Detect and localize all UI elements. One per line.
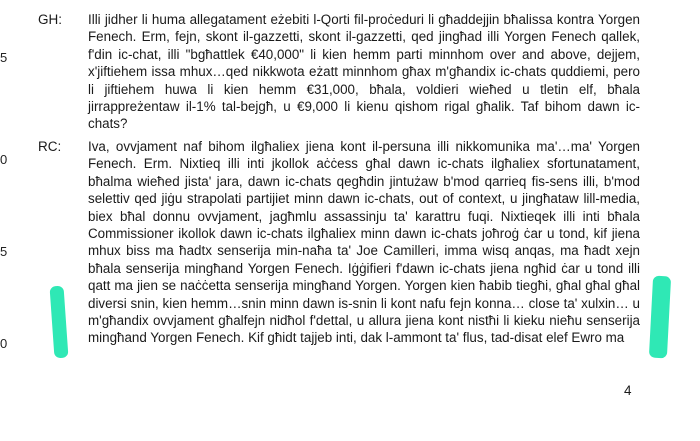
speaker-text-rc: Iva, ovvjament naf bihom ilgħaliex jiena kont il-persuna illi nikkomunika ma'…ma' Yorgen Fenech. Erm. Nixtieq illi inti jkollok aċċess għal dawn ic-chats ilgħaliex sfortunatament, bħalma wieħed jista' jara, dawn ic-chats qegħdin jintużaw b'mod qarrieq fis-sens illi, b'mod selettiv qed jiġu strapolati partijiet minn dawn ic-chats, out of context, u jingħataw lill-media, biex bħal donnu ovvjament, jagħmlu assassinju ta' karattru fuqi. Nixtieqek illi inti bħala Commissioner ikollok dawn ic-chats ilgħaliex minn dawn ic-chats joħroġ ċar u tond, kif jiena mhux biss ma ħadtx senserija min-naħa ta' Joe Camilleri, imma wisq anqas, ma ħadt xejn bħala senserija mingħand Yorgen Fenech. Iġġifieri f'dawn ic-chats jiena ngħid ċar u tond illi qatt ma jien se naċċetta senserija mingħand Yorgen. Yorgen kien ħabib tiegħi, għal għal għal diversi snin, kien hemm…snin minn dawn is-snin li kont nafu fejn konna… close ta' xulxin… u m'għandix ovvjament għalfejn nidħol f'dettal, u allura jiena kont nistħi li kieku nieħu senserija mingħand Yorgen Fenech. Kif għidt tajjeb inti, dak l-ammont ta' flus, tad-disat elef Ewro ma	[88, 139, 640, 346]
line-number: 5	[0, 50, 8, 65]
line-number: 0	[0, 336, 8, 351]
speaker-label-gh: GH:	[38, 12, 63, 27]
speaker-label-rc: RC:	[38, 139, 62, 154]
line-number: 0	[0, 152, 8, 167]
speaker-text-gh: Illi jidher li huma allegatament eżebiti l-Qorti fil-proċeduri li għaddejjin bħalissa kontra Yorgen Fenech. Erm, fejn, skont il-gazzetti, skont il-gazzetti, qed jingħad illi Yorgen Fenech qallek, f'din ic-chat, illi "bgħattlek €40,000" li kien hemm parti minnhom over and above, dejjem, x'jiftiehem issa mhux…qed nikkwota eżatt minnhom għax m'għandix ic-chats quddiemi, pero li jiftiehem huwa li kien hemm €31,000, bħala, voldieri wieħed u tletin elf, bħala jirrappreżentaw il-1% tal-bejgħ, u €9,000 li kienu qishom rigal għalik. Taf bihom dawn ic-chats?	[88, 12, 640, 132]
highlighter-mark-right	[649, 276, 671, 359]
line-number: 5	[0, 244, 8, 259]
highlighter-mark-left	[50, 286, 69, 359]
page-number: 4	[624, 383, 632, 398]
